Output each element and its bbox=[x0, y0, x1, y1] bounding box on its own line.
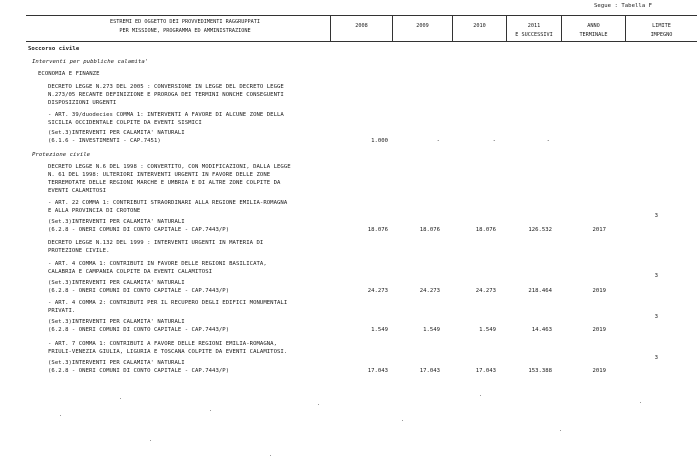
section-protezione-civile: Protezione civile bbox=[32, 152, 91, 158]
administration-title: ECONOMIA E FINANZE bbox=[38, 71, 100, 77]
decree-3-a3-value-2008: 17.043 bbox=[367, 368, 388, 374]
scan-speck bbox=[60, 415, 61, 416]
scan-speck bbox=[480, 395, 481, 396]
decree-3-line: DECRETO LEGGE N.132 DEL 1999 : INTERVENTI URGENTI IN MATERIA DI bbox=[48, 240, 264, 246]
decree-2-article: - ART. 22 COMMA 1: CONTRIBUTI STRAORDINARI ALLA REGIONE EMILIA-ROMAGNA bbox=[48, 200, 288, 206]
decree-3-a2-value-2010: 1.549 bbox=[479, 327, 496, 333]
header-col-2011: 2011 bbox=[527, 23, 541, 29]
scan-speck bbox=[318, 404, 319, 405]
decree-1-chapter: (Set.3)INTERVENTI PER CALAMITA' NATURALI bbox=[48, 130, 185, 136]
decree-2-value-2010: 18.076 bbox=[475, 227, 496, 233]
decree-3-article-3-chapter: (Set.3)INTERVENTI PER CALAMITA' NATURALI bbox=[48, 360, 185, 366]
decree-3-line: PROTEZIONE CIVILE. bbox=[48, 248, 110, 254]
header-col-anno: ANNO bbox=[587, 23, 600, 29]
decree-3-a3-limite: 3 bbox=[654, 355, 658, 361]
decree-1-chapter: (6.1.6 - INVESTIMENTI - CAP.7451) bbox=[48, 138, 161, 144]
decree-1-value-2008: 1.000 bbox=[371, 138, 388, 144]
decree-3-a2-value-2009: 1.549 bbox=[423, 327, 440, 333]
decree-2-value-2011: 126.532 bbox=[528, 227, 552, 233]
mission-title: Soccorso civile bbox=[28, 46, 80, 52]
program-title: Interventi per pubbliche calamita' bbox=[32, 59, 149, 65]
decree-3-a1-value-2011: 218.464 bbox=[528, 288, 552, 294]
decree-1-article: SICILIA OCCIDENTALE COLPITE DA EVENTI SISMICI bbox=[48, 120, 202, 126]
decree-1-value-2011: - bbox=[546, 138, 550, 144]
scan-speck bbox=[402, 420, 403, 421]
scan-speck bbox=[640, 402, 641, 403]
decree-2-article: E ALLA PROVINCIA DI CROTONE bbox=[48, 208, 141, 214]
decree-3-article-1-chapter: (Set.3)INTERVENTI PER CALAMITA' NATURALI bbox=[48, 280, 185, 286]
decree-3-article-2-chapter: (Set.3)INTERVENTI PER CALAMITA' NATURALI bbox=[48, 319, 185, 325]
decree-3-article-1-chapter: (6.2.8 - ONERI COMUNI DI CONTO CAPITALE - CAP.7443/P) bbox=[48, 288, 230, 294]
decree-3-a1-limite: 3 bbox=[654, 273, 658, 279]
decree-1-value-2009: - bbox=[436, 138, 440, 144]
decree-3-article-1: - ART. 4 COMMA 1: CONTRIBUTI IN FAVORE DELLE REGIONI BASILICATA, bbox=[48, 261, 267, 267]
header-col-2009: 2009 bbox=[416, 23, 429, 29]
scan-speck bbox=[210, 410, 211, 411]
decree-3-article-2: PRIVATI. bbox=[48, 308, 76, 314]
header-col-anno-sub: TERMINALE bbox=[579, 32, 608, 38]
decree-2-chapter: (6.2.8 - ONERI COMUNI DI CONTO CAPITALE - CAP.7443/P) bbox=[48, 227, 230, 233]
scan-speck bbox=[120, 398, 121, 399]
decree-1-line: DECRETO LEGGE N.273 DEL 2005 : CONVERSIONE IN LEGGE DEL DECRETO LEGGE bbox=[48, 84, 284, 90]
decree-3-article-1: CALABRIA E CAMPANIA COLPITE DA EVENTI CALAMITOSI bbox=[48, 269, 213, 275]
decree-3-a3-value-2009: 17.043 bbox=[419, 368, 440, 374]
decree-3-a3-value-2010: 17.043 bbox=[475, 368, 496, 374]
header-title-line1: ESTREMI ED OGGETTO DEI PROVVEDIMENTI RAGGRUPPATI bbox=[110, 19, 260, 25]
header-col-limite-sub: IMPEGNO bbox=[650, 32, 673, 38]
decree-3-article-2: - ART. 4 COMMA 2: CONTRIBUTI PER IL RECUPERO DEGLI EDIFICI MONUMENTALI bbox=[48, 300, 288, 306]
decree-2-value-2008: 18.076 bbox=[367, 227, 388, 233]
decree-1-article: - ART. 39/duodecies COMMA 1: INTERVENTI A FAVORE DI ALCUNE ZONE DELLA bbox=[48, 112, 284, 118]
decree-3-a3-value-2011: 153.388 bbox=[528, 368, 552, 374]
decree-2-value-2009: 18.076 bbox=[419, 227, 440, 233]
decree-2-line: DECRETO LEGGE N.6 DEL 1998 : CONVERTITO, CON MODIFICAZIONI, DALLA LEGGE bbox=[48, 164, 291, 170]
decree-3-a3-anno: 2019 bbox=[592, 368, 606, 374]
header-col-2011-sub: E SUCCESSIVI bbox=[515, 32, 553, 38]
table-continuation-label: Segue : Tabella F bbox=[594, 3, 653, 9]
decree-2-limite: 3 bbox=[654, 213, 658, 219]
header-col-limite: LIMITE bbox=[652, 23, 671, 29]
decree-3-a1-value-2010: 24.273 bbox=[475, 288, 496, 294]
decree-2-chapter: (Set.3)INTERVENTI PER CALAMITA' NATURALI bbox=[48, 219, 185, 225]
decree-3-a2-limite: 3 bbox=[654, 314, 658, 320]
decree-2-anno: 2017 bbox=[592, 227, 606, 233]
decree-3-article-3-chapter: (6.2.8 - ONERI COMUNI DI CONTO CAPITALE - CAP.7443/P) bbox=[48, 368, 230, 374]
decree-3-article-2-chapter: (6.2.8 - ONERI COMUNI DI CONTO CAPITALE - CAP.7443/P) bbox=[48, 327, 230, 333]
header-col-2008: 2008 bbox=[355, 23, 368, 29]
header-col-2010: 2010 bbox=[473, 23, 486, 29]
decree-3-a2-value-2011: 14.463 bbox=[531, 327, 552, 333]
decree-3-a1-value-2009: 24.273 bbox=[419, 288, 440, 294]
scan-speck bbox=[150, 440, 151, 441]
header-title-line2: PER MISSIONE, PROGRAMMA ED AMMINISTRAZIONE bbox=[119, 28, 251, 34]
decree-1-value-2010: - bbox=[492, 138, 496, 144]
scan-speck bbox=[560, 430, 561, 431]
decree-3-a2-value-2008: 1.549 bbox=[371, 327, 388, 333]
decree-3-article-3: - ART. 7 COMMA 1: CONTRIBUTI A FAVORE DELLE REGIONI EMILIA-ROMAGNA, bbox=[48, 341, 277, 347]
scan-speck bbox=[270, 455, 271, 456]
header-bottom-rule bbox=[26, 41, 697, 42]
decree-3-article-3: FRIULI-VENEZIA GIULIA, LIGURIA E TOSCANA COLPITE DA EVENTI CALAMITOSI. bbox=[48, 349, 288, 355]
decree-2-line: N. 61 DEL 1998: ULTERIORI INTERVENTI URGENTI IN FAVORE DELLE ZONE bbox=[48, 172, 271, 178]
decree-2-line: EVENTI CALAMITOSI bbox=[48, 188, 107, 194]
decree-3-a2-anno: 2019 bbox=[592, 327, 606, 333]
decree-3-a1-anno: 2019 bbox=[592, 288, 606, 294]
decree-1-line: DISPOSIZIONI URGENTI bbox=[48, 100, 117, 106]
header-top-rule bbox=[26, 15, 697, 16]
decree-3-a1-value-2008: 24.273 bbox=[367, 288, 388, 294]
decree-1-line: N.273/05 RECANTE DEFINIZIONE E PROROGA DEI TERMINI NONCHE CONSEGUENTI bbox=[48, 92, 284, 98]
decree-2-line: TERREMOTATE DELLE REGIONI MARCHE E UMBRIA E DI ALTRE ZONE COLPITE DA bbox=[48, 180, 281, 186]
